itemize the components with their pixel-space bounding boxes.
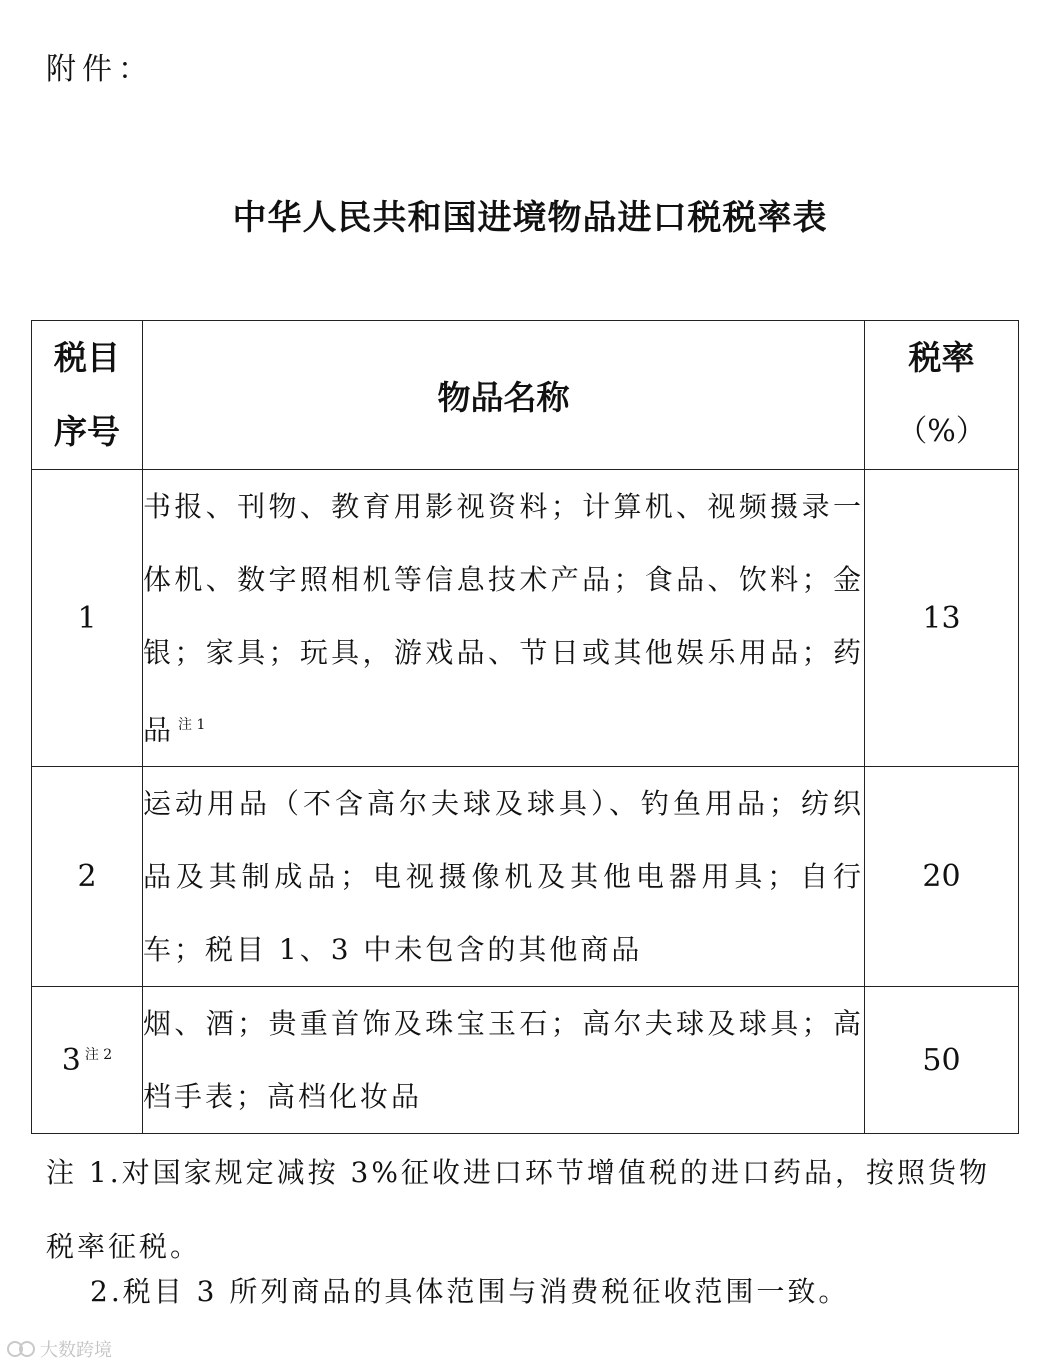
row-number-cell: [32, 987, 143, 1134]
row-rate: 20: [922, 859, 961, 895]
row-items-cell: [143, 987, 865, 1134]
header-tax-rate-line1: 税率: [908, 338, 975, 377]
footnote-1: 注 1.对国家规定减按 3%征收进口环节增值税的进口药品，按照货物税率征税。: [46, 1156, 990, 1263]
row-number-cell: [32, 470, 143, 767]
table-row: [32, 987, 1019, 1134]
footnote-2: 2.税目 3 所列商品的具体范围与消费税征收范围一致。: [90, 1275, 850, 1308]
row-items-text: 书报、刊物、教育用影视资料；计算机、视频摄录一体机、数字照相机等信息技术产品；食品、饮料；金银；家具；玩具，游戏品、节日或其他娱乐用品；药品: [143, 490, 864, 747]
row-items-note: 注 1: [178, 717, 206, 733]
attachment-label: 附件：: [46, 52, 154, 87]
row-rate-cell: [865, 767, 1019, 987]
row-number: 2: [77, 859, 97, 895]
table-row: [32, 767, 1019, 987]
row-number: 1: [77, 600, 97, 636]
row-rate: 50: [922, 1042, 961, 1078]
row-items-text: 烟、酒；贵重首饰及珠宝玉石；高尔夫球及球具；高档手表；高档化妆品: [143, 1007, 864, 1114]
watermark-text: 大数跨境: [40, 1340, 112, 1361]
row-number: 3: [61, 1042, 81, 1078]
tax-rate-table: [31, 320, 1019, 1134]
row-items-text: 运动用品（不含高尔夫球及球具）、钓鱼用品；纺织品及其制成品；电视摄像机及其他电器用具；自行车；税目 1、3 中未包含的其他商品: [143, 787, 864, 967]
row-items-cell: [143, 767, 865, 987]
row-number-note: 注 2: [84, 1046, 113, 1063]
row-rate: 13: [922, 600, 961, 636]
row-rate-cell: [865, 470, 1019, 767]
table-row: [32, 470, 1019, 767]
header-tax-item-line1: 税目: [54, 338, 120, 377]
document-title: 中华人民共和国进境物品进口税税率表: [232, 198, 828, 238]
header-item-name: 物品名称: [143, 321, 865, 470]
header-tax-rate: [865, 321, 1019, 470]
row-items-cell: [143, 470, 865, 767]
row-number-cell: [32, 767, 143, 987]
table-header-row: [32, 321, 1019, 470]
logo-icon: [6, 1339, 36, 1359]
header-tax-item-number: [32, 321, 143, 470]
row-rate-cell: [865, 987, 1019, 1134]
watermark: [6, 1336, 112, 1362]
header-tax-item-line2: 序号: [54, 412, 120, 451]
header-tax-rate-line2: （%）: [897, 414, 986, 449]
